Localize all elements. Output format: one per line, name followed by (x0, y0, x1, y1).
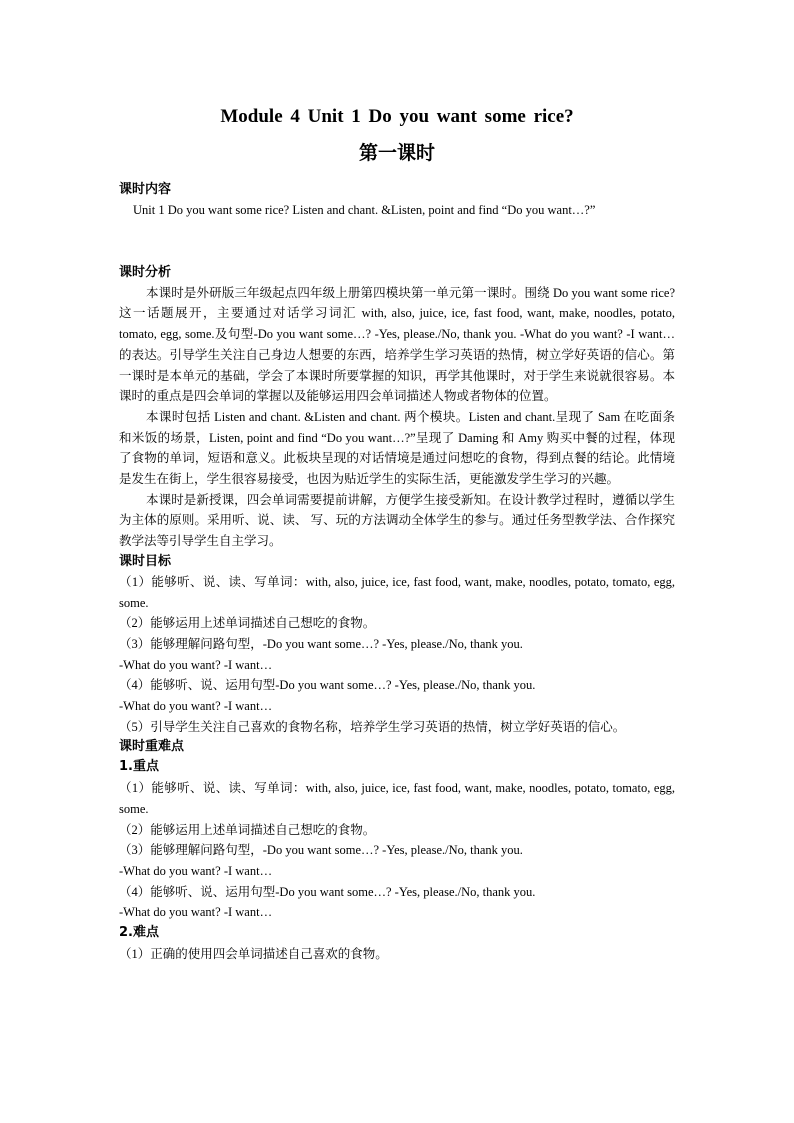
key-item: -What do you want? -I want… (119, 863, 273, 878)
content-text: Unit 1 Do you want some rice? Listen and chant. &Listen, point and find “Do you want…?” (133, 203, 596, 217)
goal-item: （5）引导学生关注自己喜欢的食物名称，培养学生学习英语的热情，树立学好英语的信心。 (119, 719, 626, 734)
key-item: -What do you want? -I want… (119, 905, 273, 920)
section-heading-goals: 课时目标 (119, 553, 172, 569)
goal-item: （3）能够理解问路句型，-Do you want some…? -Yes, please./No, thank you. (119, 636, 523, 651)
difficult-item: （1）正确的使用四会单词描述自己喜欢的食物。 (119, 946, 388, 961)
document-title: Module 4 Unit 1 Do you want some rice? (220, 106, 574, 127)
key-item: （4）能够听、说、运用句型-Do you want some…? -Yes, please./No, thank you. (119, 884, 536, 899)
document-body (119, 104, 675, 965)
lesson-subtitle: 第一课时 (358, 142, 435, 164)
section-heading-analysis: 课时分析 (119, 264, 172, 280)
section-heading-content: 课时内容 (119, 182, 172, 197)
analysis-paragraph-2: 本课时包括 Listen and chant. &Listen and chant. 两个模块。Listen and chant.呈现了 Sam 在吃面条和米饭的场景，Listen, point and find “Do you want…?”呈现了 Daming 和 Amy 购买中餐的过程，体现了食物的单词，短语和意义。此板块呈现的对话情境是通过问想吃的食物，得到点餐的结论。此情境是发生在街上，学生很容易接受，也因为贴近学生的实际生活，更能激发学生学习的兴趣。 (119, 409, 675, 487)
subheading-key: 1.重点 (119, 759, 159, 775)
goal-item: （4）能够听、说、运用句型-Do you want some…? -Yes, please./No, thank you. (119, 678, 536, 693)
subheading-difficult: 2.难点 (119, 925, 159, 941)
key-item: （3）能够理解问路句型，-Do you want some…? -Yes, please./No, thank you. (119, 843, 523, 858)
spacer (119, 221, 675, 263)
section-heading-key-points: 课时重难点 (119, 739, 185, 755)
goal-item: （1）能够听、说、读、写单词：with, also, juice, ice, fast food, want, make, noodles, potato, tomato, egg, some. (119, 574, 675, 610)
goal-item: （2）能够运用上述单词描述自己想吃的食物。 (119, 616, 376, 631)
goal-item: -What do you want? -I want… (119, 699, 273, 714)
goal-item: -What do you want? -I want… (119, 657, 273, 672)
key-item: （1）能够听、说、读、写单词：with, also, juice, ice, fast food, want, make, noodles, potato, tomato, egg, some. (119, 781, 675, 816)
analysis-paragraph-1: 本课时是外研版三年级起点四年级上册第四模块第一单元第一课时。围绕 Do you want some rice?这一话题展开，主要通过对话学习词汇 with, also, juice, ice, fast food, want, make, noodles, potato, tomato, egg, some.及句型-Do you want some…? -Yes, please./No, thank you. -What do you want? -I want…的表达。引导学生关注自己身边人想要的东西，培养学生学习英语的热情，树立学好英语的信心。第一课时是本单元的基础，学会了本课时所要掌握的知识，再学其他课时，对于学生来说就很容易。本课时的重点是四会单词的掌握以及能够运用四会单词描述人物或者物体的位置。 (119, 285, 675, 404)
analysis-paragraph-3: 本课时是新授课，四会单词需要提前讲解，方便学生接受新知。在设计教学过程时，遵循以学生为主体的原则。采用听、说、读、 写、玩的方法调动全体学生的参与。通过任务型教学法、合作探究教学法等引导学生自主学习。 (119, 492, 675, 549)
key-item: （2）能够运用上述单词描述自己想吃的食物。 (119, 822, 376, 837)
